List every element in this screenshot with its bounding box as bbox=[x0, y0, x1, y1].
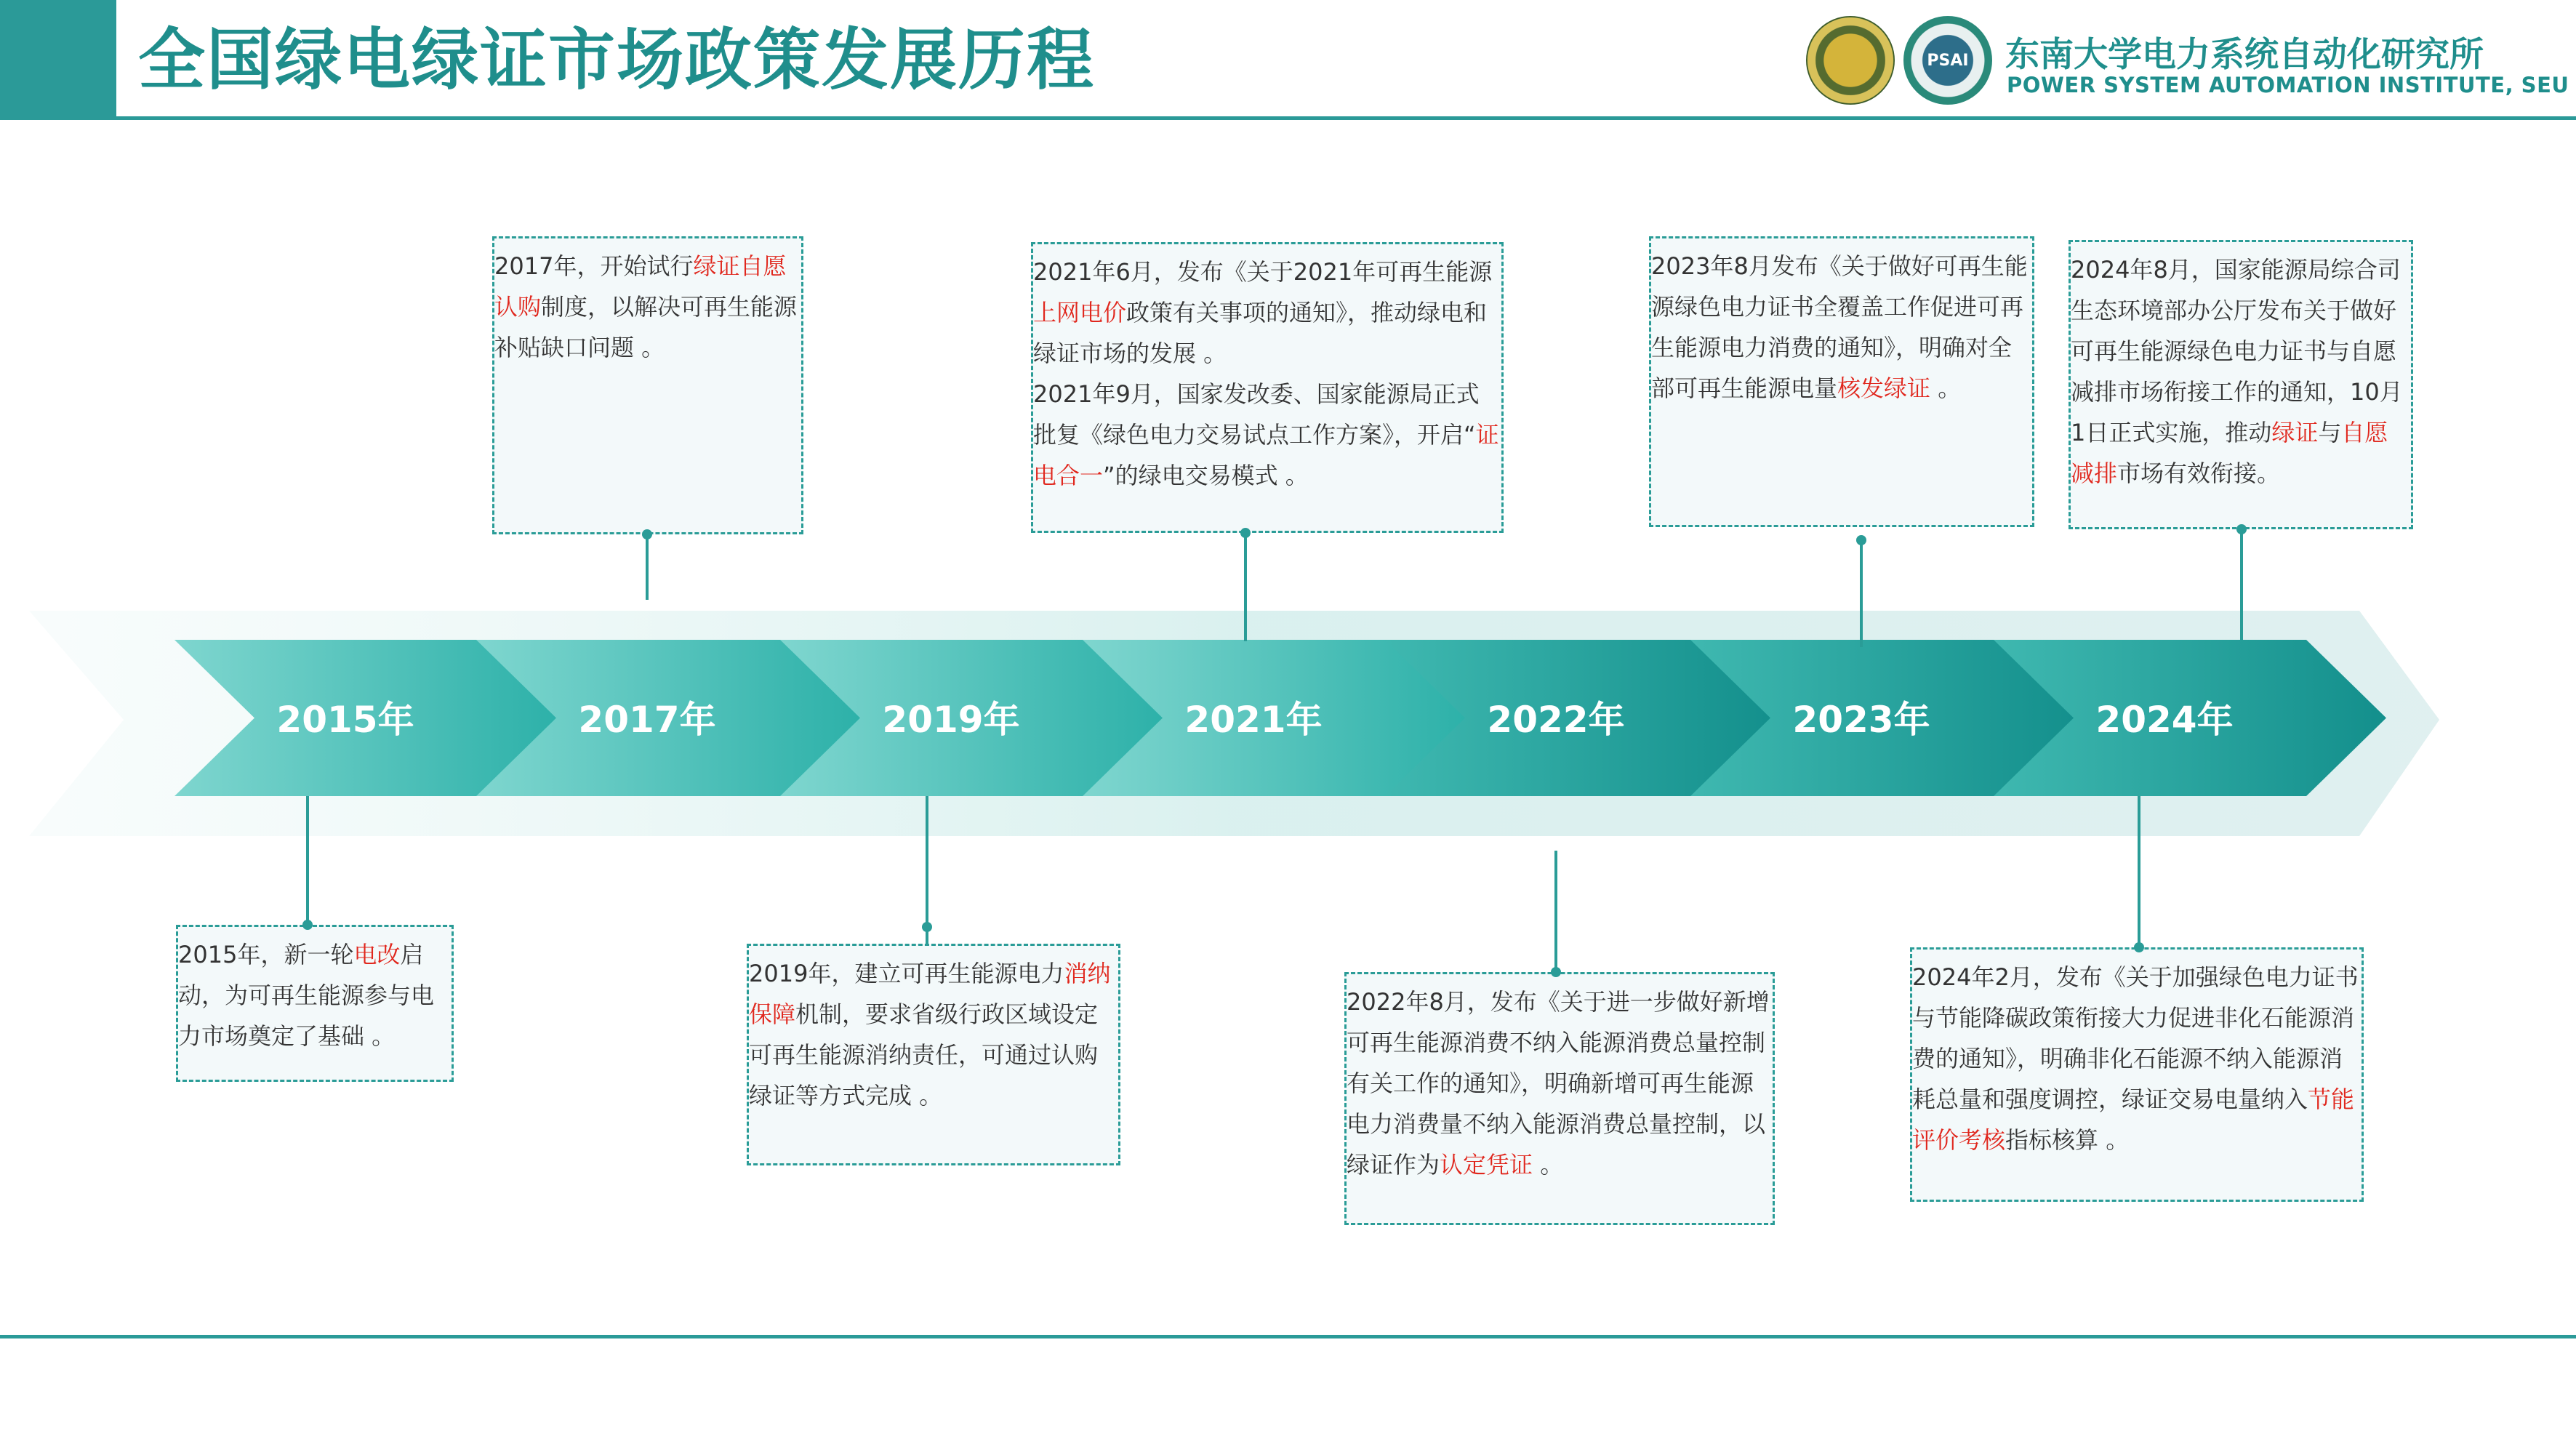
highlight-text: 绿证 bbox=[2271, 419, 2319, 446]
event-text: 2023年8月发布《关于做好可再生能源绿色电力证书全覆盖工作促进可再生能源电力消费的通知》，明确对全部可再生能源电量 bbox=[1651, 252, 2028, 402]
connector-line bbox=[646, 534, 649, 600]
event-text: 机制，要求省级行政区域设定可再生能源消纳责任，可通过认购绿证等方式完成 。 bbox=[749, 1000, 1099, 1109]
event-text: 指标核算 。 bbox=[2005, 1126, 2130, 1154]
connector-line bbox=[1860, 540, 1863, 647]
event-text: 与 bbox=[2318, 419, 2342, 446]
connector-dot bbox=[1856, 535, 1866, 545]
connector-dot bbox=[1551, 967, 1561, 977]
connector-dot bbox=[2134, 942, 2144, 952]
event-box-2023 bbox=[1649, 236, 2034, 527]
connector-dot bbox=[642, 529, 652, 539]
event-text: 2022年8月，发布《关于进一步做好新增可再生能源消费不纳入能源消费总量控制有关工作的通知》，明确新增可再生能源电力消费量不纳入能源消费总量控制，以绿证作为 bbox=[1347, 988, 1770, 1179]
highlight-text: 节能评价考核 bbox=[1912, 1085, 2355, 1154]
event-box-2024a bbox=[2069, 240, 2413, 529]
connector-dot bbox=[1240, 528, 1251, 538]
event-text: 政策有关事项的通知》，推动绿电和绿证市场的发展 。 bbox=[1033, 299, 1488, 367]
page-title: 全国绿电绿证市场政策发展历程 bbox=[138, 21, 1096, 99]
event-text: 2021年6月，发布《关于2021年可再生能源 bbox=[1033, 258, 1493, 286]
event-text: 。 bbox=[1533, 1151, 1564, 1179]
event-box-2022 bbox=[1344, 972, 1775, 1225]
year-label: 2022年 bbox=[1487, 699, 1625, 741]
connector-dot bbox=[922, 922, 932, 932]
event-text: 2024年8月，国家能源局综合司 生态环境部办公厅发布关于做好可再生能源绿色电力证书与自愿减排市场衔接工作的通知，10月1日正式实施，推动 bbox=[2071, 256, 2403, 446]
institute-name-en: POWER SYSTEM AUTOMATION INSTITUTE, SEU bbox=[2007, 73, 2569, 97]
psai-logo-text: PSAI bbox=[1927, 51, 1969, 70]
event-box-2019 bbox=[747, 944, 1120, 1165]
highlight-text: 绿证自愿认购 bbox=[494, 252, 787, 321]
connector-line bbox=[1554, 851, 1557, 972]
event-box-2015 bbox=[176, 925, 454, 1082]
year-label: 2021年 bbox=[1184, 699, 1323, 741]
event-text: 2017年，开始试行 bbox=[494, 252, 694, 280]
event-box-2021 bbox=[1031, 242, 1504, 533]
highlight-text: 核发绿证 bbox=[1837, 374, 1931, 402]
year-label: 2017年 bbox=[578, 699, 716, 741]
highlight-text: 认定凭证 bbox=[1440, 1151, 1533, 1179]
connector-dot bbox=[2236, 524, 2247, 534]
event-text: 制度，以解决可再生能源补贴缺口问题 。 bbox=[494, 293, 798, 361]
highlight-text: 消纳保障 bbox=[749, 960, 1111, 1028]
event-box-2024b bbox=[1910, 947, 2364, 1202]
event-text: 2015年，新一轮 bbox=[178, 941, 354, 968]
event-text: 2019年，建立可再生能源电力 bbox=[749, 960, 1064, 987]
event-text: ”的绿电交易模式 。 bbox=[1103, 462, 1309, 489]
year-label: 2019年 bbox=[882, 699, 1020, 741]
highlight-text: 自愿减排 bbox=[2071, 419, 2388, 487]
connector-line bbox=[306, 796, 309, 925]
connector-line bbox=[2138, 796, 2140, 947]
connector-line bbox=[1244, 533, 1247, 641]
highlight-text: 电改 bbox=[353, 941, 401, 968]
event-text: 2021年9月，国家发改委、国家能源局正式批复《绿色电力交易试点工作方案》，开启“ bbox=[1033, 380, 1480, 449]
event-text: 2024年2月，发布《关于加强绿色电力证书与节能降碳政策衔接大力促进非化石能源消费的通知》，明确非化石能源不纳入能源消耗总量和强度调控，绿证交易电量纳入 bbox=[1912, 963, 2359, 1113]
event-text: 。 bbox=[1930, 374, 1962, 402]
event-text: 市场有效衔接。 bbox=[2117, 459, 2281, 487]
connector-dot bbox=[302, 920, 313, 930]
event-box-2017 bbox=[492, 236, 803, 534]
year-label: 2023年 bbox=[1792, 699, 1930, 741]
highlight-text: 上网电价 bbox=[1033, 299, 1127, 326]
connector-line bbox=[2240, 529, 2243, 640]
year-label: 2015年 bbox=[276, 699, 414, 741]
year-label: 2024年 bbox=[2095, 699, 2234, 741]
institute-name-cn: 东南大学电力系统自动化研究所 bbox=[2005, 35, 2484, 75]
event-text: 启动，为可再生能源参与电力市场奠定了基础 。 bbox=[178, 941, 435, 1050]
highlight-text: 证电合一 bbox=[1033, 421, 1499, 489]
